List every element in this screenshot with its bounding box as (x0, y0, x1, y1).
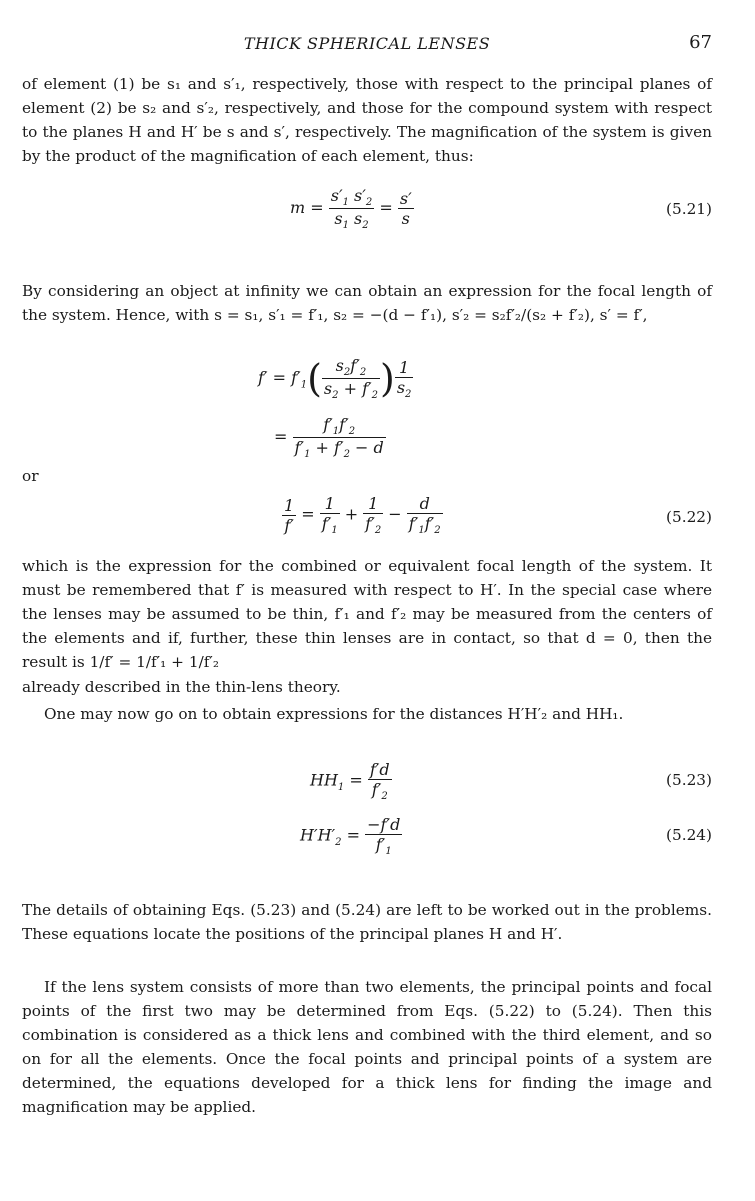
paragraph-6: The details of obtaining Eqs. (5.23) and (5.24) are left to be worked out in the problems. These equations locate the positions of the principal planes H and H′. (22, 901, 712, 943)
equation-5-23: $HH_1$ = $\frac{f'd}{f'_2}$ (310, 760, 390, 803)
equation-focal-derivation: $f' = f'_1$( $\frac{s_2f'_2}{s_2 + f'_2}$ ) $\frac{1}{s_2}$ (258, 356, 412, 402)
equation-5-24: $H'H'_2$ = $\frac{-f'd}{f'_1}$ (300, 815, 401, 858)
paragraph-5: One may now go on to obtain expressions for the distances H′H′₂ and HH₁. (44, 705, 624, 723)
paragraph-3: which is the expression for the combined or equivalent focal length of the system. It must be remembered that f′ is measured with respect to H′. In the special case where the lenses may be assumed to be thin, f′₁ and f′₂ may be measured from the centers of the elements and if, further, these thin lenses are in contact, so that d = 0, then the result is 1/f′ = 1/f′₁ + 1/f′₂ (22, 557, 712, 671)
page-header (22, 34, 712, 58)
equation-focal-result: = $\frac{f'_1f'_2}{f'_1 + f'_2 - d}$ (274, 415, 384, 461)
equation-number-5-21: (5.21) (666, 200, 712, 218)
equation-5-22: $\frac{1}{f'}$ = $\frac{1}{f'_1}$ + $\frac{1}{f'_2}$ − $\frac{d}{f'_1f'_2}$ (284, 494, 441, 537)
equation-5-21: m = $\frac{s'_1 s'_2}{s_1 s_2}$ = $\frac{s'}{s}$ (290, 186, 412, 232)
equation-number-5-22: (5.22) (666, 508, 712, 526)
equation-number-5-23: (5.23) (666, 771, 712, 789)
running-head: THICK SPHERICAL LENSES (243, 34, 491, 53)
paragraph-2: By considering an object at infinity we can obtain an expression for the focal length of the system. Hence, with s = s₁, s′₁ = f′₁, s₂ = −(d − f′₁), s′₂ = s₂f′₂/(s₂ + f′₂), s′ = f′, (22, 282, 712, 324)
paragraph-7: If the lens system consists of more than two elements, the principal points and focal points of the first two may be determined from Eqs. (5.22) to (5.24). Then this combination is considered as a thick lens and combined with the third element, and so on for all the elements. Once the focal points and principal points of a system are determined, the equations developed for a thick lens for finding the image and magnification may be applied. (22, 978, 712, 1116)
paragraph-4: already described in the thin-lens theory. (22, 678, 341, 696)
equation-number-5-24: (5.24) (666, 826, 712, 844)
or-text: or (22, 467, 39, 485)
page-number: 67 (689, 32, 712, 53)
paragraph-1: of element (1) be s₁ and s′₁, respectively, those with respect to the principal planes of element (2) be s₂ and s′₂, respectively, and those for the compound system with respect to the planes H and H′ be s and s′, respectively. The magnification of the system is given by the product of the magnification of each element, thus: (22, 75, 712, 165)
